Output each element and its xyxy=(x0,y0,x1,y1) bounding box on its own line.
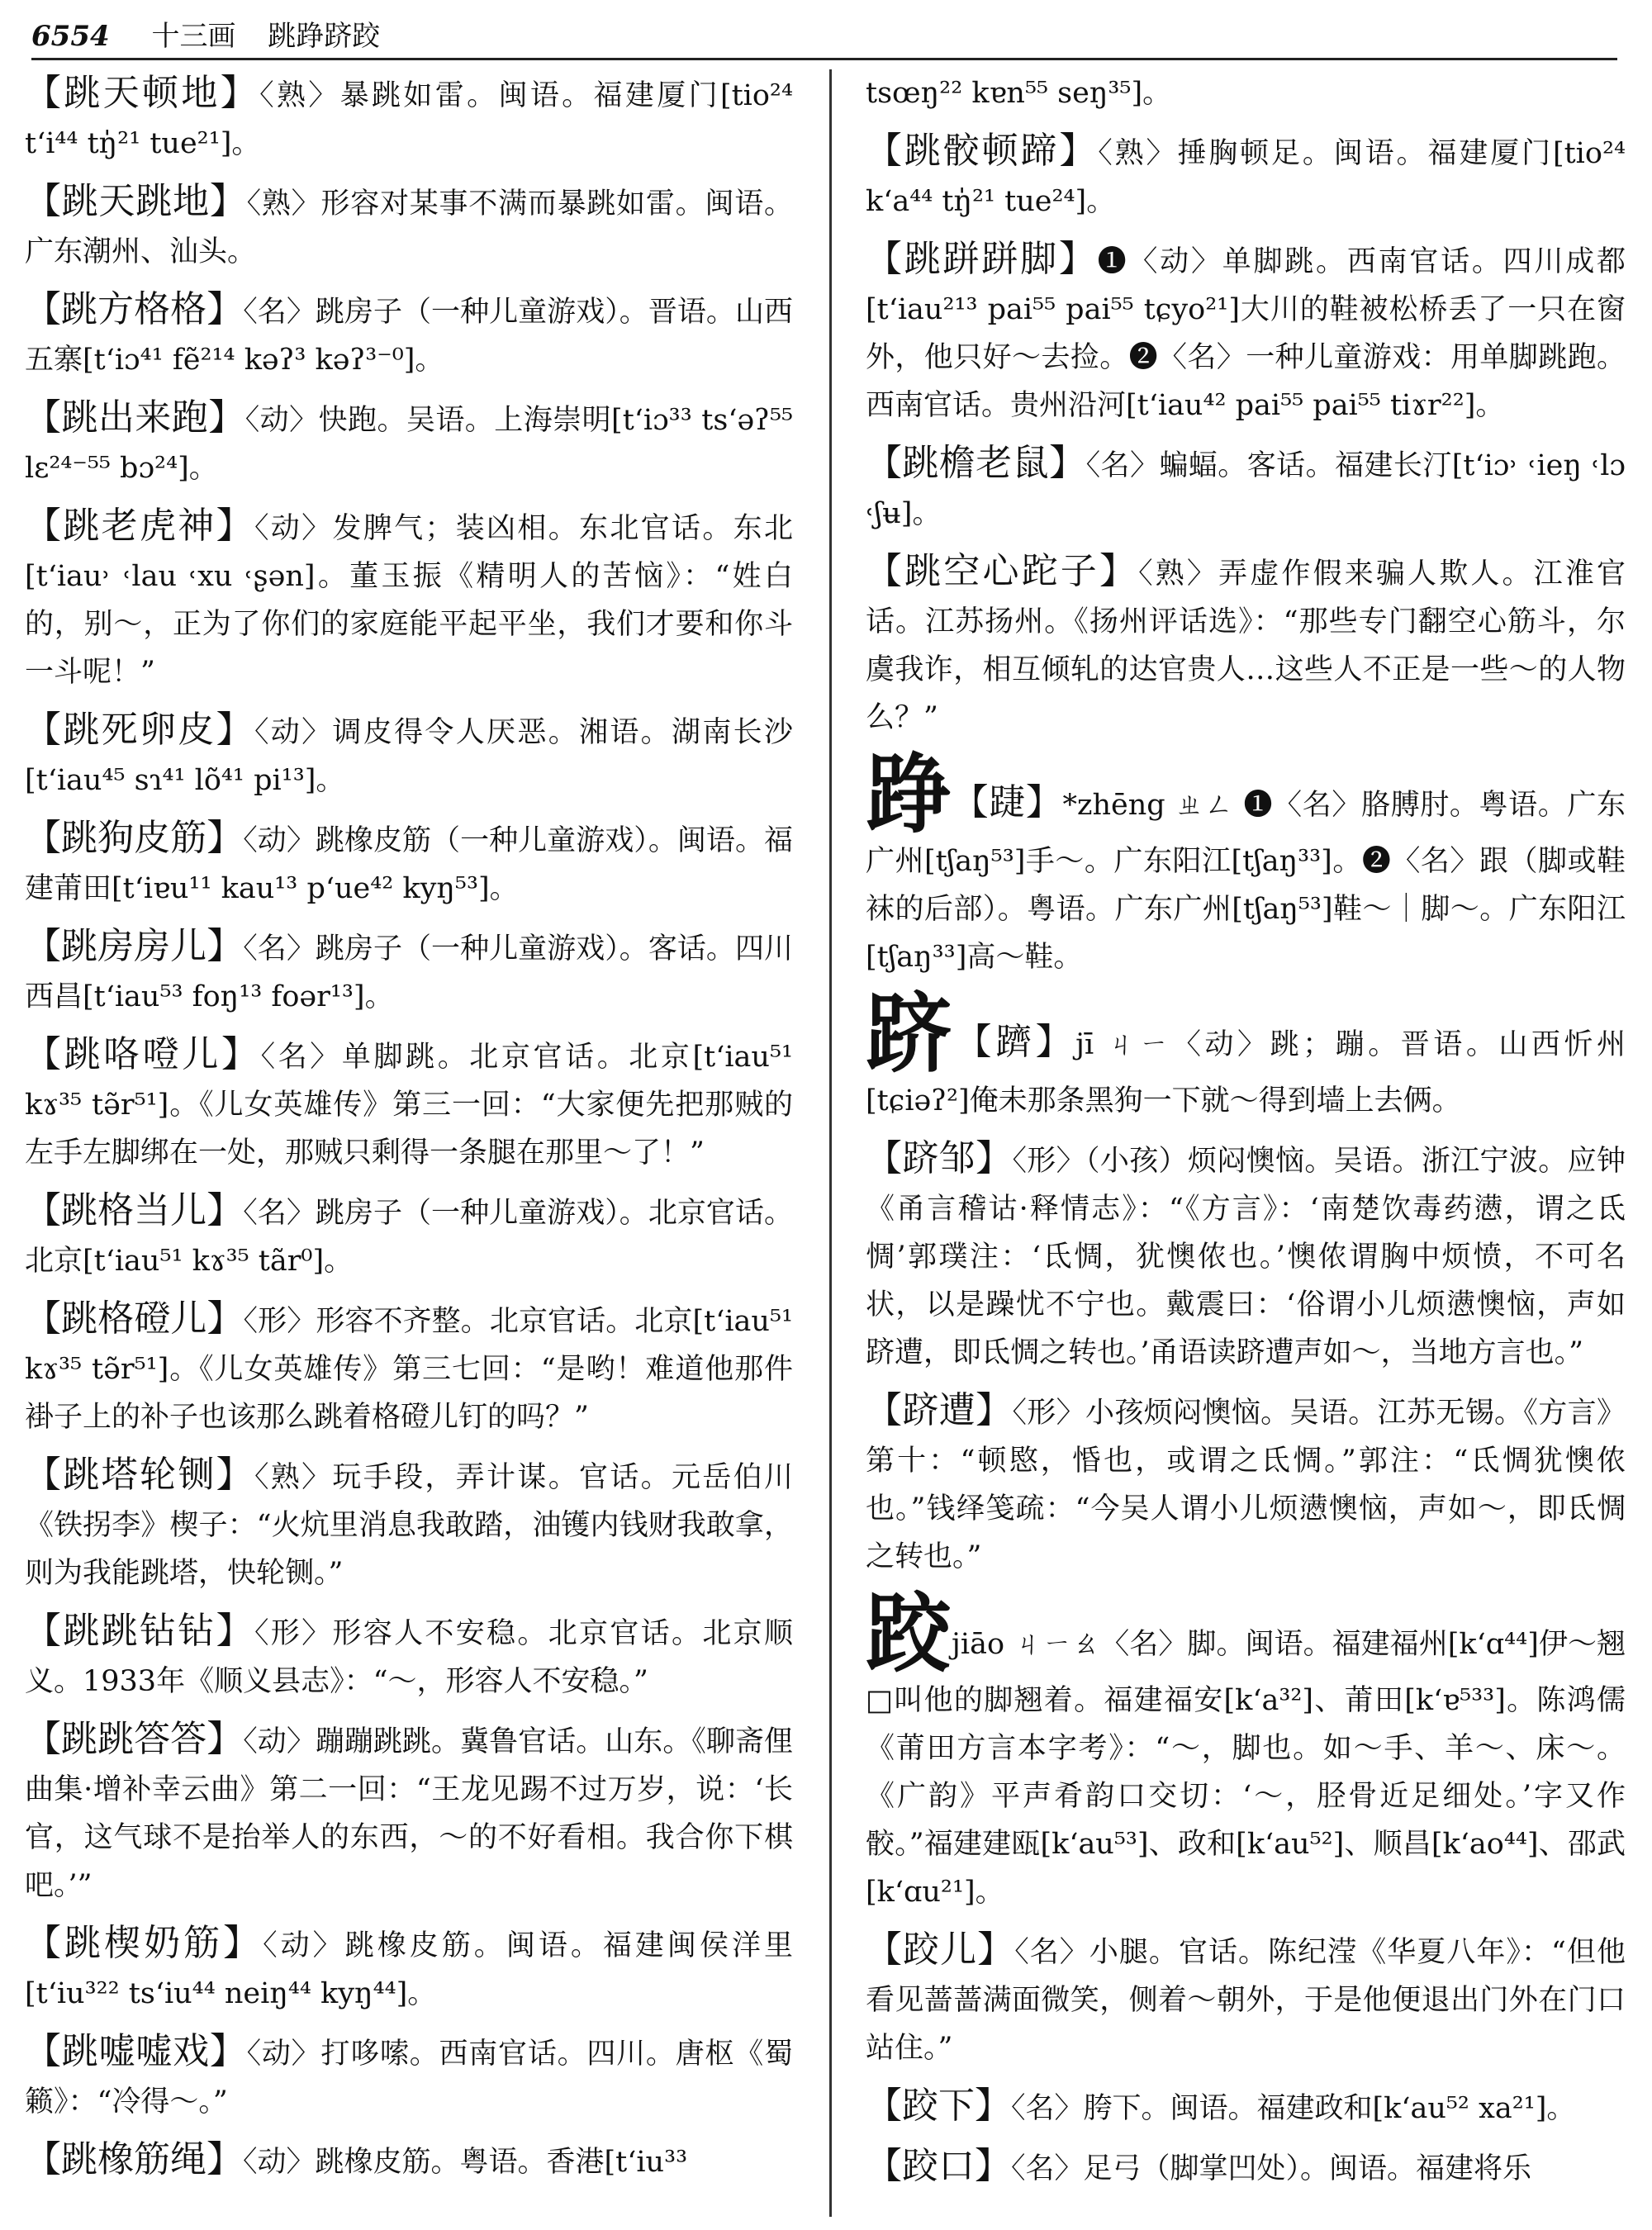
variant-form: 【踕】 xyxy=(952,781,1063,823)
dictionary-entry xyxy=(25,178,793,276)
definition: jī ㄐㄧ〈动〉跳；蹦。晋语。山西忻州[tɕiəʔ²]俺未那条黑狗一下就～得到墙上去俩。 xyxy=(866,1028,1626,1117)
character-entry xyxy=(866,1583,1626,1916)
variant-form: 【躋】 xyxy=(955,1021,1076,1063)
definition: 〈动〉打哆嗦。西南官话。四川。唐枢《蜀籁》：“冷得～。” xyxy=(25,2038,793,2118)
dictionary-entry xyxy=(866,127,1626,225)
headword: 【跻遭】 xyxy=(866,1389,1013,1431)
definition: 〈熟〉暴跳如雷。闽语。福建厦门[tio²⁴ tʻi⁴⁴ tŋ̍²¹ tue²¹]。 xyxy=(25,79,793,160)
character-entry xyxy=(866,984,1626,1125)
page-header xyxy=(31,15,1617,60)
headword: 【跳狗皮筋】 xyxy=(25,817,244,859)
dictionary-entry xyxy=(866,2142,1626,2193)
definition: 〈动〉快跑。吴语。上海崇明[tʻiɔ³³ tsʻəʔ⁵⁵ lɛ²⁴⁻⁵⁵ bɔ²⁴]。 xyxy=(25,404,794,485)
definition: 〈名〉胯下。闽语。福建政和[kʻau⁵² xa²¹]。 xyxy=(1011,2092,1576,2125)
headword: 【跤下】 xyxy=(866,2085,1011,2127)
headword: 【跳嘘嘘戏】 xyxy=(25,2030,247,2072)
dictionary-entry xyxy=(866,548,1626,742)
dictionary-entry xyxy=(866,439,1626,538)
headword: 【跳塔轮铡】 xyxy=(25,1454,254,1496)
dictionary-entry xyxy=(25,1451,793,1597)
dictionary-entry xyxy=(25,1187,793,1285)
definition: 〈名〉蝙蝠。客话。福建长汀[tʻiɔ˒ ˓ieŋ ˓lɔ ˓ʃʉ]。 xyxy=(866,449,1626,530)
dictionary-entry xyxy=(866,1135,1626,1377)
dictionary-entry xyxy=(25,1919,793,2018)
headword: 【跳骹顿蹄】 xyxy=(866,130,1099,172)
headword: 【跳死卵皮】 xyxy=(25,709,254,751)
dictionary-entry xyxy=(25,2028,793,2126)
headword: 【跤口】 xyxy=(866,2145,1011,2187)
page-number: 6554 xyxy=(31,20,110,53)
dictionary-entry xyxy=(866,1387,1626,1581)
headword: 【跳跳答答】 xyxy=(25,1718,244,1760)
definition: 〈熟〉玩手段，弄计谋。官话。元岳伯川《铁拐李》楔子：“火炕里消息我敢踏，油镬内钱财我敢拿，则为我能跳塔，快轮铡。” xyxy=(25,1461,793,1590)
definition: 〈名〉单脚跳。北京官话。北京[tʻiau⁵¹ kɤ³⁵ tə̃r⁵¹]。《儿女英雄传》第三一回：“大家便先把那贼的左手左脚绑在一处，那贼只剩得一条腿在那里～了！” xyxy=(25,1041,794,1170)
definition: ❶〈动〉单脚跳。西南官话。四川成都[tʻiau²¹³ pai⁵⁵ pai⁵⁵ tɕyo²¹]大川的鞋被松桥丢了一只在窗外，他只好～去捡。❷〈名〉一种儿童游戏：用单脚跳跑。西南官话。贵州沿河[tʻiau⁴² pai⁵⁵ pai⁵⁵ tiɤr²²]。 xyxy=(866,245,1626,422)
definition: 〈熟〉捶胸顿足。闽语。福建厦门[tio²⁴ kʻa⁴⁴ tŋ̍²¹ tue²⁴]。 xyxy=(866,137,1626,218)
definition: 〈名〉足弓（脚掌凹处）。闽语。福建将乐 xyxy=(1011,2152,1532,2185)
dictionary-entry xyxy=(25,69,793,168)
definition: 〈熟〉弄虚作假来骗人欺人。江淮官话。江苏扬州。《扬州评话选》：“那些专门翻空心筋斗，尔虞我诈，相互倾轧的达官贵人…这些人不正是一些～的人物么？” xyxy=(866,558,1626,734)
headword: 【跳老虎神】 xyxy=(25,505,254,547)
dictionary-entry xyxy=(25,1607,793,1706)
definition: 〈形〉形容人不安稳。北京官话。北京顺义。1933年《顺义县志》：“～，形容人不安稳。” xyxy=(25,1617,793,1698)
head-character: 踭 xyxy=(866,744,952,845)
headword: 【跳出来跑】 xyxy=(25,396,245,439)
column-divider xyxy=(829,69,832,2217)
head-character: 跻 xyxy=(866,984,956,1084)
definition: 〈形〉（小孩）烦闷懊恼。吴语。浙江宁波。应钟《甬言稽诂·释情志》：“《方言》：‘南楚饮毒药懑，谓之氐惆’郭璞注：‘氐惆，犹懊侬也。’懊侬谓胸中烦愤，不可名状，以是躁忧不宁也。戴震曰：‘俗谓小儿烦懑懊恼，声如跻遭，即氐惆之转也。’甬语读跻遭声如～，当地方言也。” xyxy=(866,1145,1626,1369)
headword: 【跳檐老鼠】 xyxy=(866,442,1086,484)
dictionary-entry xyxy=(25,923,793,1021)
headword: 【跳跳钻钻】 xyxy=(25,1610,254,1652)
headword: 【跳跰跰脚】 xyxy=(866,238,1098,280)
headword: 【跳方格格】 xyxy=(25,288,244,330)
definition: 〈动〉发脾气；装凶相。东北官话。东北[tʻiau˒ ˓lau ˓xu ˓ʂən]。董玉振《精明人的苦恼》：“姓白的，别～，正为了你们的家庭能平起平坐，我们才要和你斗一斗呢！” xyxy=(25,512,793,689)
headword: 【跳楔奶筋】 xyxy=(25,1922,263,1964)
headword: 【跳橡筋绳】 xyxy=(25,2138,243,2180)
character-entry xyxy=(866,744,1626,981)
dictionary-entry xyxy=(25,502,793,696)
definition: 〈形〉形容不齐整。北京官话。北京[tʻiau⁵¹ kɤ³⁵ tə̃r⁵¹]。《儿女英雄传》第三七回：“是哟！难道他那件褂子上的补子也该那么跳着格磴儿钉的吗？” xyxy=(25,1305,794,1434)
dictionary-entry xyxy=(25,1715,793,1910)
headword: 【跤儿】 xyxy=(866,1929,1015,1971)
headword: 【跳房房儿】 xyxy=(25,925,244,967)
headword: 【跳咯噔儿】 xyxy=(25,1033,261,1075)
entry-continuation: tsœŋ²² kɐn⁵⁵ seŋ³⁵]。 xyxy=(866,77,1172,110)
definition: 〈形〉小孩烦闷懊恼。吴语。江苏无锡。《方言》第十：“顿愍，惛也，或谓之氐惆。”郭注：“氐惆犹懊侬也。”钱绎笺疏：“今吴人谓小儿烦懑懊恼，声如～，即氐惆之转也。” xyxy=(866,1397,1626,1573)
definition: jiāo ㄐㄧㄠ〈名〉脚。闽语。福建福州[kʻɑ⁴⁴]伊～翘□叫他的脚翘着。福建福安[kʻa³²]、莆田[kʻɐ⁵³³]。陈鸿儒《莆田方言本字考》：“～，脚也。如～手、羊～、床～。《广韵》平声肴韵口交切：‘～，胫骨近足细处。’字又作骹。”福建建瓯[kʻau⁵³]、政和[kʻau⁵²]、顺昌[kʻao⁴⁴]、邵武[kʻɑu²¹]。 xyxy=(866,1628,1626,1909)
dictionary-entry xyxy=(25,394,793,492)
dictionary-entry xyxy=(25,706,793,804)
dictionary-entry xyxy=(25,1295,793,1441)
dictionary-entry xyxy=(25,286,793,384)
definition: 〈动〉调皮得令人厌恶。湘语。湖南长沙[tʻiau⁴⁵ sɿ⁴¹ lõ⁴¹ pi¹³]。 xyxy=(25,716,793,797)
definition: 〈名〉小腿。官话。陈纪滢《华夏八年》：“但他看见蔷蔷满面微笑，侧着～朝外，于是他便退出门外在门口站住。” xyxy=(866,1936,1626,2065)
page-characters: 跳踭跻跤 xyxy=(268,20,381,53)
headword: 【跳天顿地】 xyxy=(25,72,260,114)
definition: 〈熟〉形容对某事不满而暴跳如雷。闽语。广东潮州、汕头。 xyxy=(25,187,793,268)
left-column xyxy=(25,69,793,2196)
dictionary-entry xyxy=(866,2082,1626,2133)
definition: 〈动〉跳橡皮筋（一种儿童游戏）。闽语。福建莆田[tʻiɐu¹¹ kau¹³ pʻue⁴² kyŋ⁵³]。 xyxy=(25,824,793,905)
definition: 〈动〉跳橡皮筋。闽语。福建闽侯洋里[tʻiu³²² tsʻiu⁴⁴ neiŋ⁴⁴ kyŋ⁴⁴]。 xyxy=(25,1929,793,2010)
headword: 【跳天跳地】 xyxy=(25,180,247,222)
headword: 【跳空心跎子】 xyxy=(866,550,1139,592)
dictionary-entry xyxy=(25,814,793,913)
headword: 【跳格磴儿】 xyxy=(25,1298,244,1340)
definition: 〈名〉跳房子（一种儿童游戏）。北京官话。北京[tʻiau⁵¹ kɤ³⁵ tãr⁰]。 xyxy=(25,1197,793,1278)
dictionary-entry xyxy=(25,2136,793,2186)
definition: 〈名〉跳房子（一种儿童游戏）。客话。四川西昌[tʻiau⁵³ foŋ¹³ foər¹³]。 xyxy=(25,932,793,1013)
definition: 〈动〉跳橡皮筋。粤语。香港[tʻiu³³ xyxy=(243,2146,688,2179)
head-character: 跤 xyxy=(866,1583,952,1684)
definition: 〈名〉跳房子（一种儿童游戏）。晋语。山西五寨[tʻiɔ⁴¹ fẽ²¹⁴ kəʔ³ kəʔ³⁻⁰]。 xyxy=(25,296,793,377)
definition: 〈动〉蹦蹦跳跳。冀鲁官话。山东。《聊斋俚曲集·增补幸云曲》第二一回：“王龙见踢不过万岁，说：‘长官，这气球不是抬举人的东西，～的不好看相。我合你下棋吧。’” xyxy=(25,1725,793,1902)
dictionary-entry xyxy=(25,1031,793,1177)
definition: *zhēng ㄓㄥ ❶〈名〉胳膊肘。粤语。广东广州[tʃaŋ⁵³]手～。广东阳江[tʃaŋ³³]。❷〈名〉跟（脚或鞋袜的后部）。粤语。广东广州[tʃaŋ⁵³]鞋～｜脚～。广东阳江[tʃaŋ³³]高～鞋。 xyxy=(866,789,1626,974)
right-column xyxy=(866,69,1626,2203)
headword: 【跳格当儿】 xyxy=(25,1189,244,1231)
stroke-section: 十三画 xyxy=(151,20,236,53)
dictionary-entry xyxy=(866,1926,1626,2072)
dictionary-entry xyxy=(866,235,1626,429)
headword: 【跻邹】 xyxy=(866,1137,1013,1179)
